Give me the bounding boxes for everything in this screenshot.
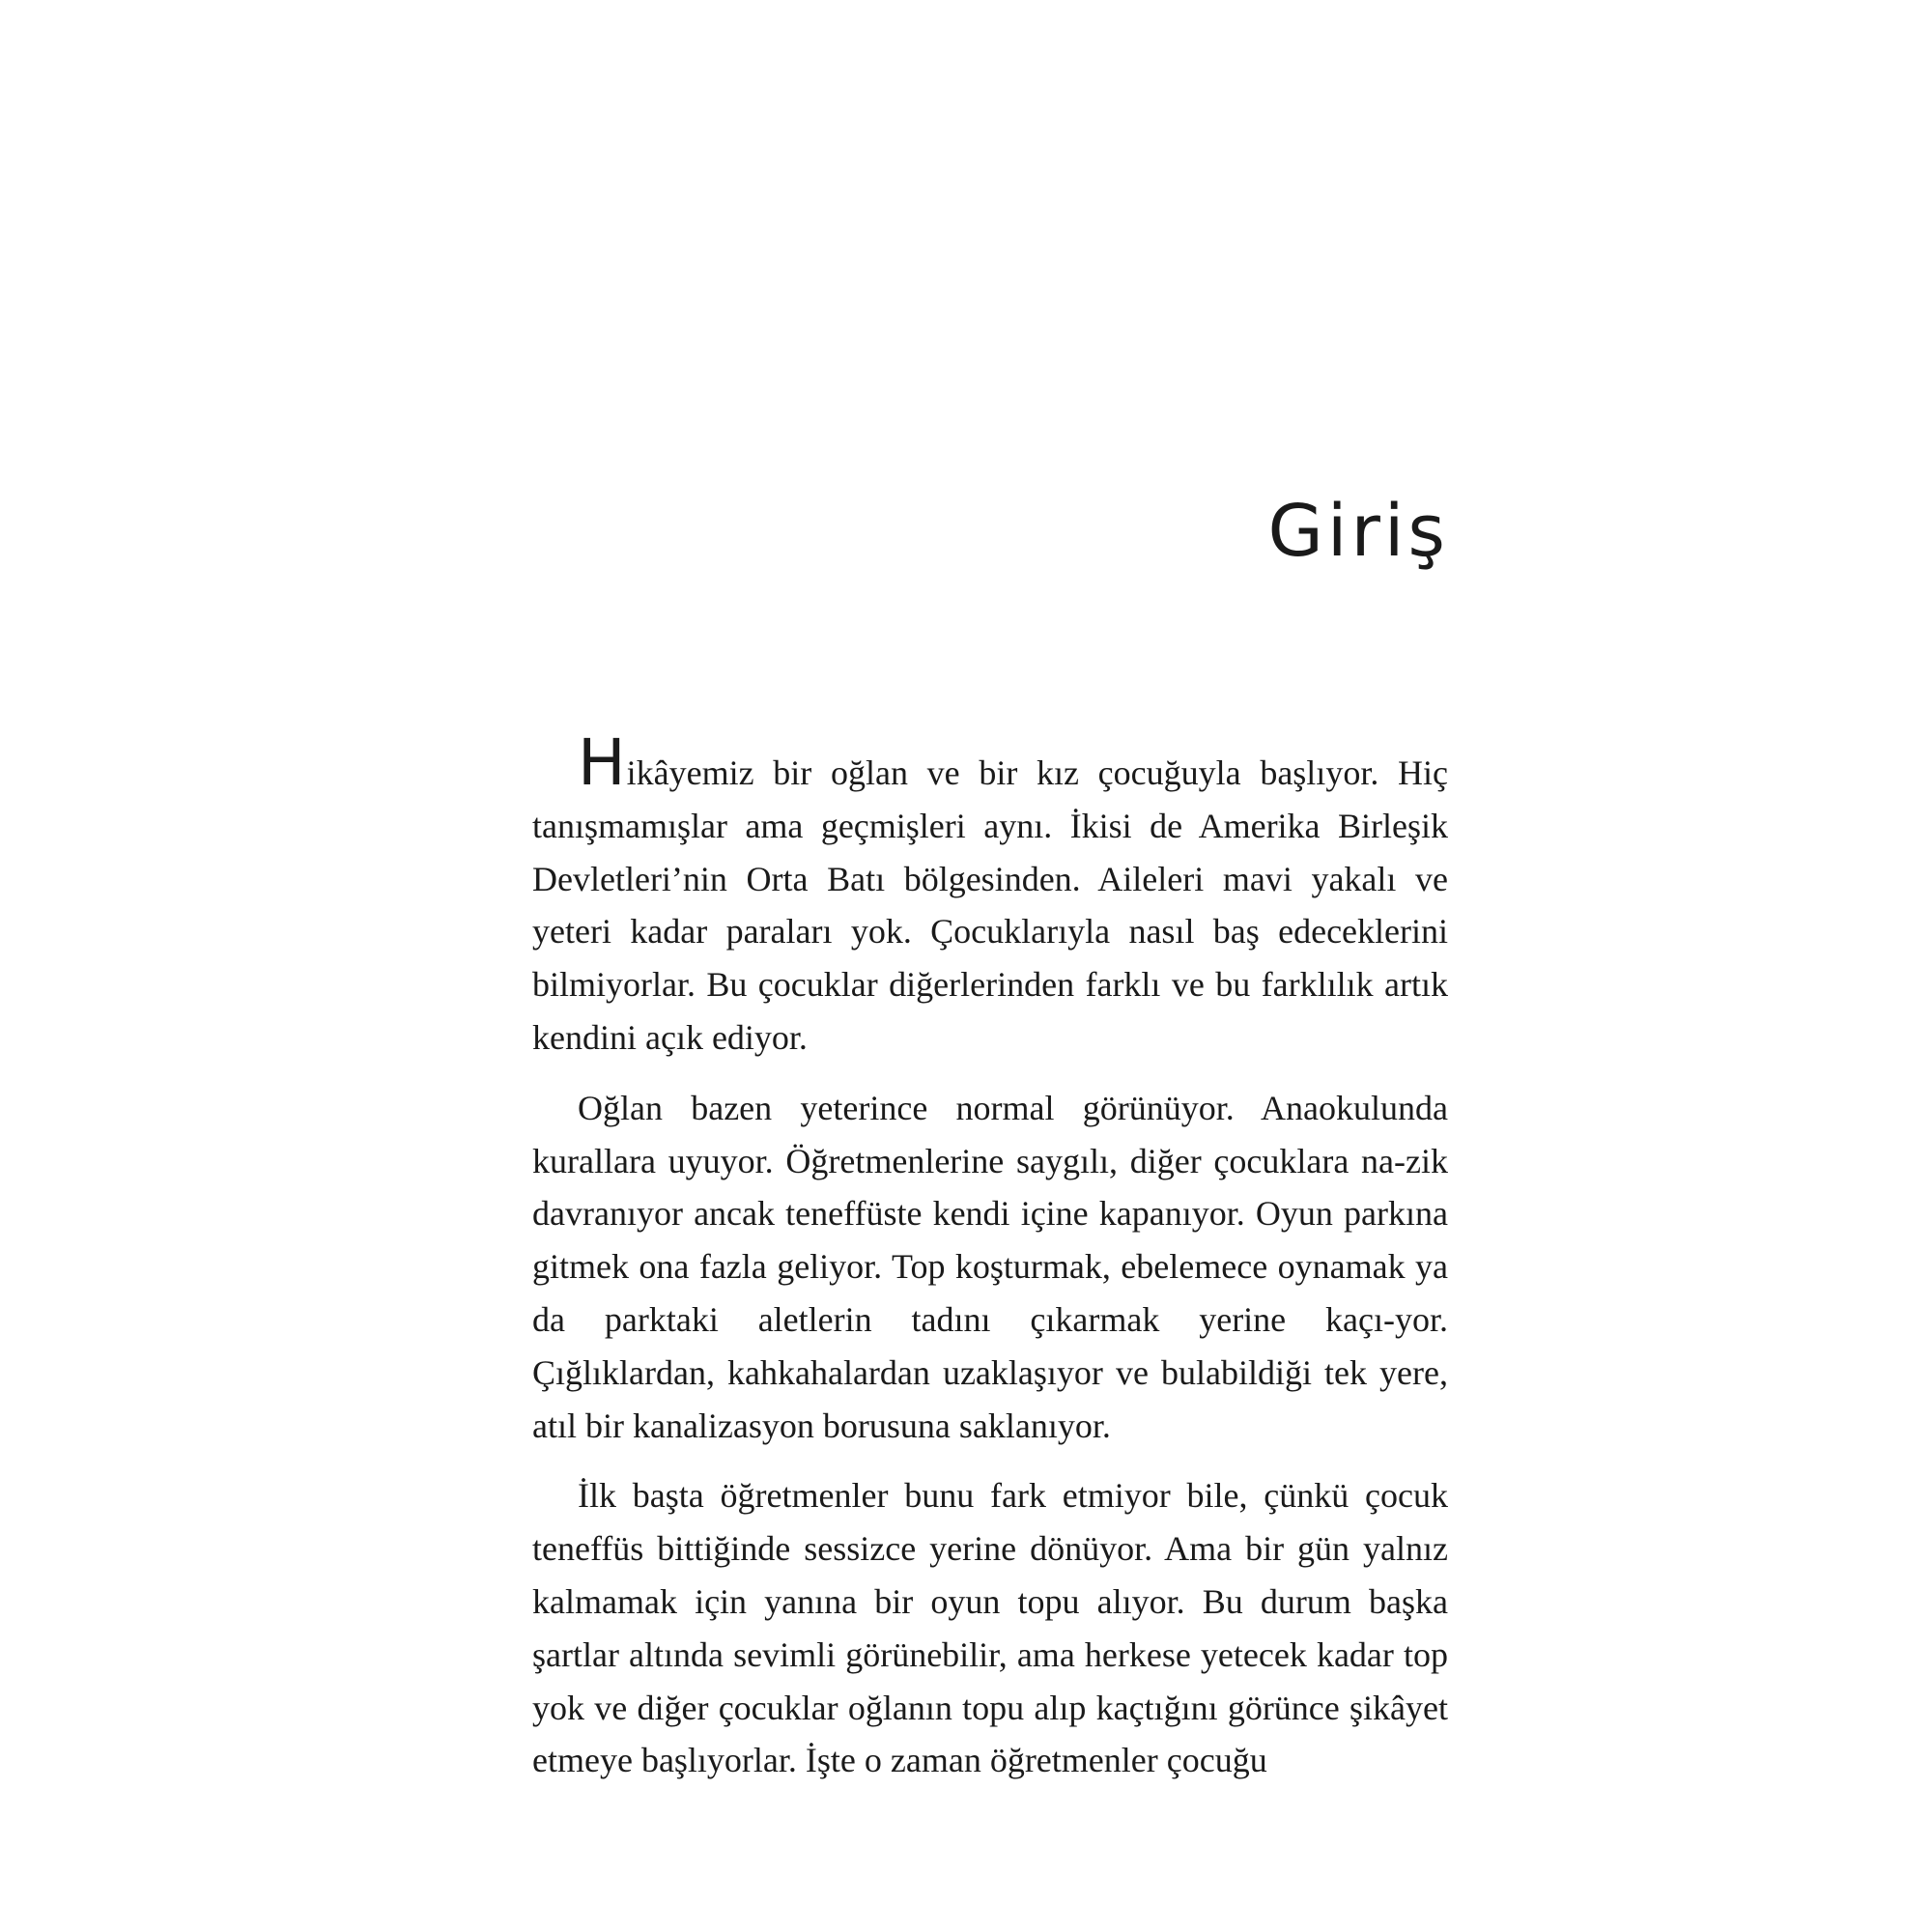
paragraph-1 — [532, 725, 1448, 1065]
paragraph-1-text: ikâyemiz bir oğlan ve bir kız çocuğuyla başlıyor. Hiç tanışmamışlar ama geçmişleri aynı. İkisi de Amerika Birleşik Devletleri’nin Orta Batı bölgesinden. Aileleri mavi yakalı ve yeteri kadar paraları yok. Çocuklarıyla nasıl baş edeceklerini bilmiyorlar. Bu çocuklar diğerlerinden farklı ve bu farklılık artık kendini açık ediyor. — [532, 753, 1448, 1057]
chapter-body — [532, 725, 1448, 1804]
chapter-title: Giriş — [1267, 490, 1449, 573]
paragraph-initial-letter: H — [578, 725, 627, 800]
paragraph-3: İlk başta öğretmenler bunu fark etmiyor bile, çünkü çocuk teneffüs bittiğinde sessizce yerine dönüyor. Ama bir gün yalnız kalmamak için yanına bir oyun topu alıyor. Bu durum başka şartlar altında sevimli görünebilir, ama herkese yetecek kadar top yok ve diğer çocuklar oğlanın topu alıp kaçtığını görünce şikâyet etmeye başlıyorlar. İşte o zaman öğretmenler çocuğu — [532, 1476, 1448, 1780]
paragraph-2: Oğlan bazen yeterince normal görünüyor. Anaokulunda kurallara uyuyor. Öğretmenlerine saygılı, diğer çocuklara na-zik davranıyor ancak teneffüste kendi içine kapanıyor. Oyun parkına gitmek ona fazla geliyor. Top koşturmak, ebelemece oynamak ya da parktaki aletlerin tadını çıkarmak yerine kaçı-yor. Çığlıklardan, kahkahalardan uzaklaşıyor ve bulabildiği tek yere, atıl bir kanalizasyon borusuna saklanıyor. — [532, 1088, 1448, 1445]
